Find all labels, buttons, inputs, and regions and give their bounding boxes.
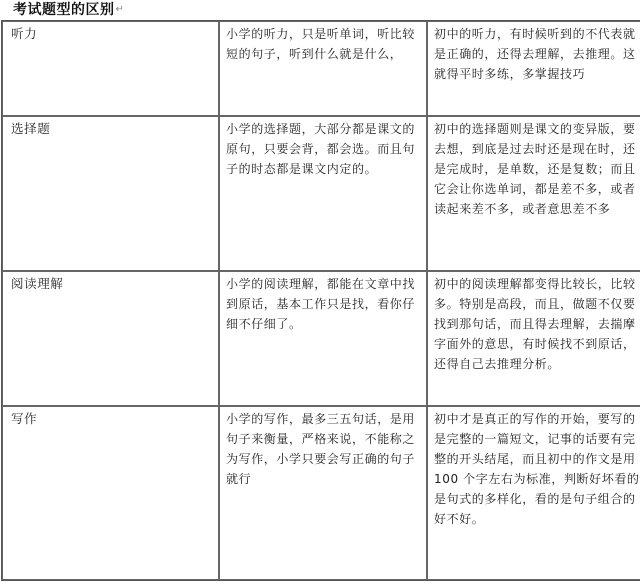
table-row-multiple-choice [2,116,640,271]
question-type-cell: 写作 [2,406,219,580]
table-row-reading [2,271,640,406]
primary-school-cell: 小学的写作，最多三五句话，是用句子来衡量，严格来说，不能称之为写作，小学只要会写正确的句子就行 [219,406,427,580]
paragraph-return-mark: ↵ [115,4,125,15]
middle-school-cell: 初中的听力，有时候听到的不代表就是正确的，还得去理解，去推理。这就得平时多练，多掌握技巧 [427,21,640,116]
middle-school-cell: 初中的阅读理解都变得比较长，比较多。特别是高段，而且，做题不仅要找到那句话，而且得去理解，去揣摩字面外的意思，有时候找不到原话，还得自己去推理分析。 [427,271,640,406]
table-row-writing [2,406,640,580]
question-type-cell: 选择题 [2,116,219,271]
primary-school-cell: 小学的阅读理解，都能在文章中找到原话，基本工作只是找，看你仔细不仔细了。 [219,271,427,406]
middle-school-cell: 初中的选择题则是课文的变异版，要去想，到底是过去时还是现在时，还是完成时，是单数，还是复数；而且它会让你选单词，都是差不多，或者读起来差不多，或者意思差不多 [427,116,640,271]
question-type-cell: 听力 [2,21,219,116]
table-body [2,21,640,580]
primary-school-cell: 小学的选择题，大部分都是课文的原句，只要会背，都会选。而且句子的时态都是课文内定的。 [219,116,427,271]
question-type-cell: 阅读理解 [2,271,219,406]
document-title-text: 考试题型的区别 [13,2,115,18]
table-row-listening [2,21,640,116]
primary-school-cell: 小学的听力，只是听单词，听比较短的句子，听到什么就是什么， [219,21,427,116]
document-title [13,0,124,20]
middle-school-cell: 初中才是真正的写作的开始，要写的是完整的一篇短文，记事的话要有完整的开头结尾，而且初中的作文是用 100 个字左右为标准，判断好坏看的是句式的多样化，看的是句子组合的好不好。 [427,406,640,580]
exam-comparison-table [1,20,640,581]
